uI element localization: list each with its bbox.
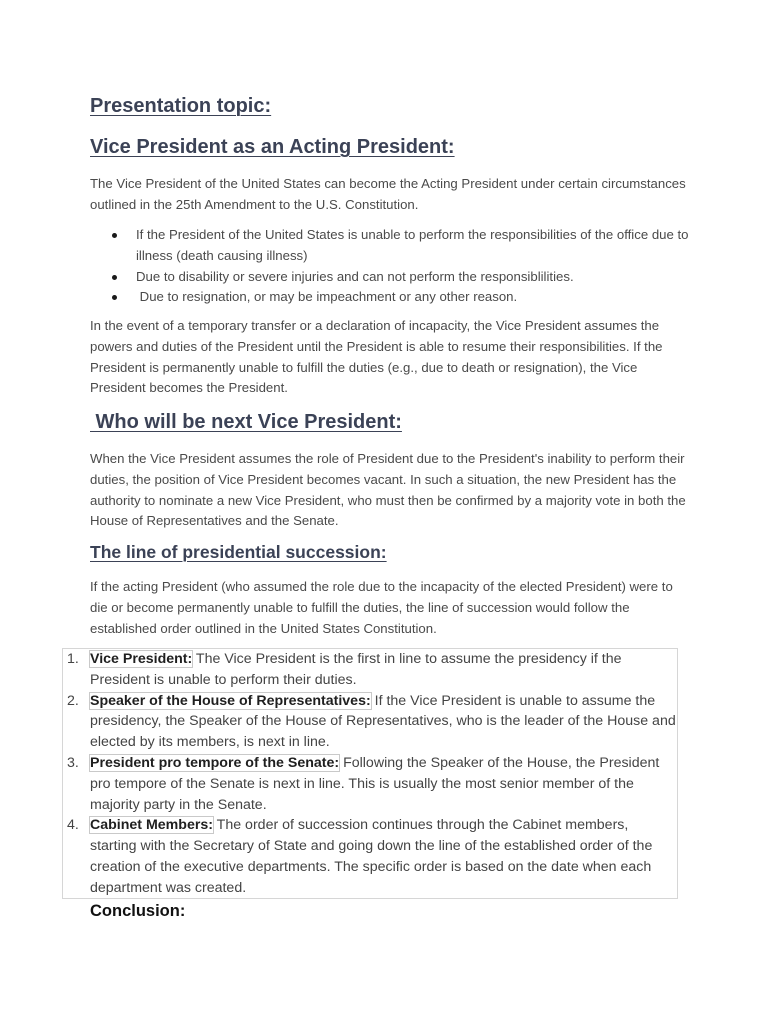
next-vp-heading: Who will be next Vice President:	[90, 411, 402, 433]
succession-number: 4.	[67, 817, 79, 834]
succession-number: 3.	[67, 754, 79, 771]
succession-item	[62, 691, 676, 753]
bullet-item	[112, 225, 692, 267]
succession-item	[62, 815, 676, 898]
succession-text: If the Vice President is unable to assume the presidency, the Speaker of the House of Representatives, who is the leader of the House and elected by its members, is next in line.	[90, 692, 676, 751]
succession-term: Speaker of the House of Representatives:	[90, 692, 371, 709]
bullet-text: Due to disability or severe injuries and can not perform the responsiblilities.	[136, 268, 574, 284]
succession-item	[62, 649, 676, 691]
conclusion-heading: Conclusion:	[90, 902, 186, 920]
bullet-icon	[112, 275, 117, 280]
succession-text: The order of succession continues through the Cabinet members, starting with the Secretary of State and going down the line of the established order of the creation of the executive departments. The specific order is based on the date when each department was created.	[90, 817, 653, 896]
bullet-icon	[112, 233, 117, 238]
succession-list	[62, 649, 676, 899]
succession-intro-paragraph: If the acting President (who assumed the role due to the incapacity of the elected President) were to die or become permanently unable to fulfill the duties, the line of succession would follow the established order outlined in the United States Constitution.	[90, 579, 673, 636]
bullet-item	[112, 287, 692, 308]
succession-item	[62, 753, 676, 815]
bullet-text: Due to resignation, or may be impeachment or any other reason.	[136, 289, 518, 305]
presentation-topic-heading: Presentation topic:	[90, 95, 272, 117]
vp-acting-heading: Vice President as an Acting President:	[90, 136, 455, 158]
bullet-icon	[112, 295, 117, 300]
line-of-succession-heading: The line of presidential succession:	[90, 542, 387, 562]
temporary-transfer-paragraph: In the event of a temporary transfer or a declaration of incapacity, the Vice President assumes the powers and duties of the President until the President is able to resume their responsibilities. If the President is permanently unable to fulfill the duties (e.g., due to death or resignation), the Vice President becomes the President.	[90, 318, 663, 396]
bullet-item	[112, 267, 692, 288]
next-vp-paragraph: When the Vice President assumes the role of President due to the President's inability to perform their duties, the position of Vice President becomes vacant. In such a situation, the new President has the authority to nominate a new Vice President, who must then be confirmed by a majority vote in both the House of Representatives and the Senate.	[90, 451, 686, 529]
succession-term: President pro tempore of the Senate:	[90, 754, 340, 771]
intro-paragraph: The Vice President of the United States can become the Acting President under certain circumstances outlined in the 25th Amendment to the U.S. Constitution.	[90, 176, 686, 212]
succession-number: 1.	[67, 651, 79, 667]
succession-number: 2.	[67, 692, 79, 709]
succession-text: The Vice President is the first in line to assume the presidency if the President is unable to perform their duties.	[90, 651, 622, 688]
succession-term: Vice President:	[90, 651, 193, 667]
bullet-text: If the President of the United States is unable to perform the responsibilities of the office due to illness (death causing illness)	[136, 227, 689, 263]
succession-text: Following the Speaker of the House, the President pro tempore of the Senate is next in line. This is usually the most senior member of the majority party in the Senate.	[90, 754, 660, 813]
succession-term: Cabinet Members:	[90, 817, 213, 834]
circumstances-list	[112, 225, 692, 308]
